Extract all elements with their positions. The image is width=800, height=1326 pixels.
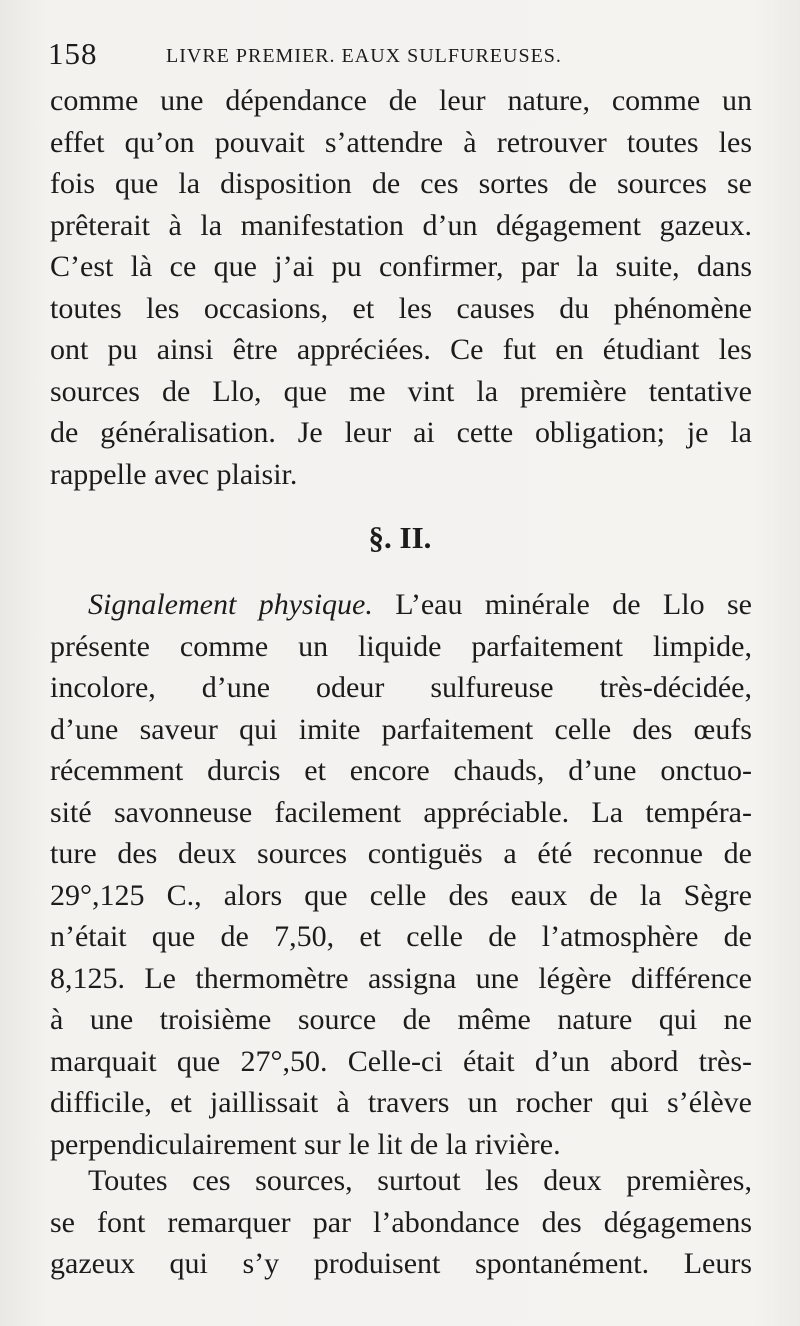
text-line: toutes les occasions, et les causes du phénomène (50, 291, 752, 325)
text-line: incolore, d’une odeur sulfureuse très-décidée, (50, 671, 752, 704)
text-line: effet qu’on pouvait s’attendre à retrouver toutes les (50, 125, 752, 159)
page-number: 158 (48, 36, 98, 71)
text-line: ont pu ainsi être appréciées. Ce fut en étudiant les (50, 333, 752, 366)
text-line: de généralisation. Je leur ai cette obligation; je la (50, 416, 752, 449)
text-line: n’était que de 7,50, et celle de l’atmosphère de (50, 920, 752, 953)
first-line-rest: L’eau minérale de Llo se (372, 588, 752, 621)
section-heading: §. II. (368, 520, 432, 555)
text-line: fois que la disposition de ces sortes de sources se (50, 167, 752, 200)
paragraph-2 (50, 584, 752, 1165)
text-line: difficile, et jaillissait à travers un rocher qui s’élève (50, 1086, 752, 1119)
text-line: d’une saveur qui imite parfaitement celle des œufs (50, 712, 752, 746)
text-line: marquait que 27°,50. Celle-ci était d’un abord très- (50, 1044, 752, 1078)
text-line: gazeux qui s’y produisent spontanément. Leurs (50, 1247, 752, 1280)
text-line: récemment durcis et encore chauds, d’une onctuo- (50, 754, 752, 787)
text-line: Toutes ces sources, surtout les deux premières, (88, 1164, 752, 1197)
text-line: perpendiculairement sur le lit de la rivière. (50, 1127, 561, 1161)
text-line: 29°,125 C., alors que celle des eaux de la Sègre (50, 878, 752, 912)
text-line: prêterait à la manifestation d’un dégagement gazeux. (50, 208, 752, 242)
text-line-first (50, 584, 752, 626)
text-line: sité savonneuse facilement appréciable. La tempéra- (50, 795, 752, 829)
text-line: sources de Llo, que me vint la première tentative (50, 374, 752, 408)
text-line: rappelle avec plaisir. (50, 457, 298, 491)
running-head: LIVRE PREMIER. EAUX SULFUREUSES. (166, 45, 562, 67)
text-line: présente comme un liquide parfaitement limpide, (50, 629, 752, 663)
paragraph-3 (50, 1160, 752, 1285)
text-line: 8,125. Le thermomètre assigna une légère différence (50, 961, 752, 995)
paragraph-1 (50, 80, 752, 495)
text-line: ture des deux sources contiguës a été reconnue de (50, 837, 752, 870)
text-line: à une troisième source de même nature qui ne (50, 1003, 752, 1036)
text-line: comme une dépendance de leur nature, comme un (50, 84, 752, 117)
text-line: se font remarquer par l’abondance des dégagemens (50, 1205, 752, 1239)
italic-lead: Signalement physique. (88, 588, 373, 621)
text-line: C’est là ce que j’ai pu confirmer, par la suite, dans (50, 250, 752, 283)
page-header (48, 36, 752, 72)
